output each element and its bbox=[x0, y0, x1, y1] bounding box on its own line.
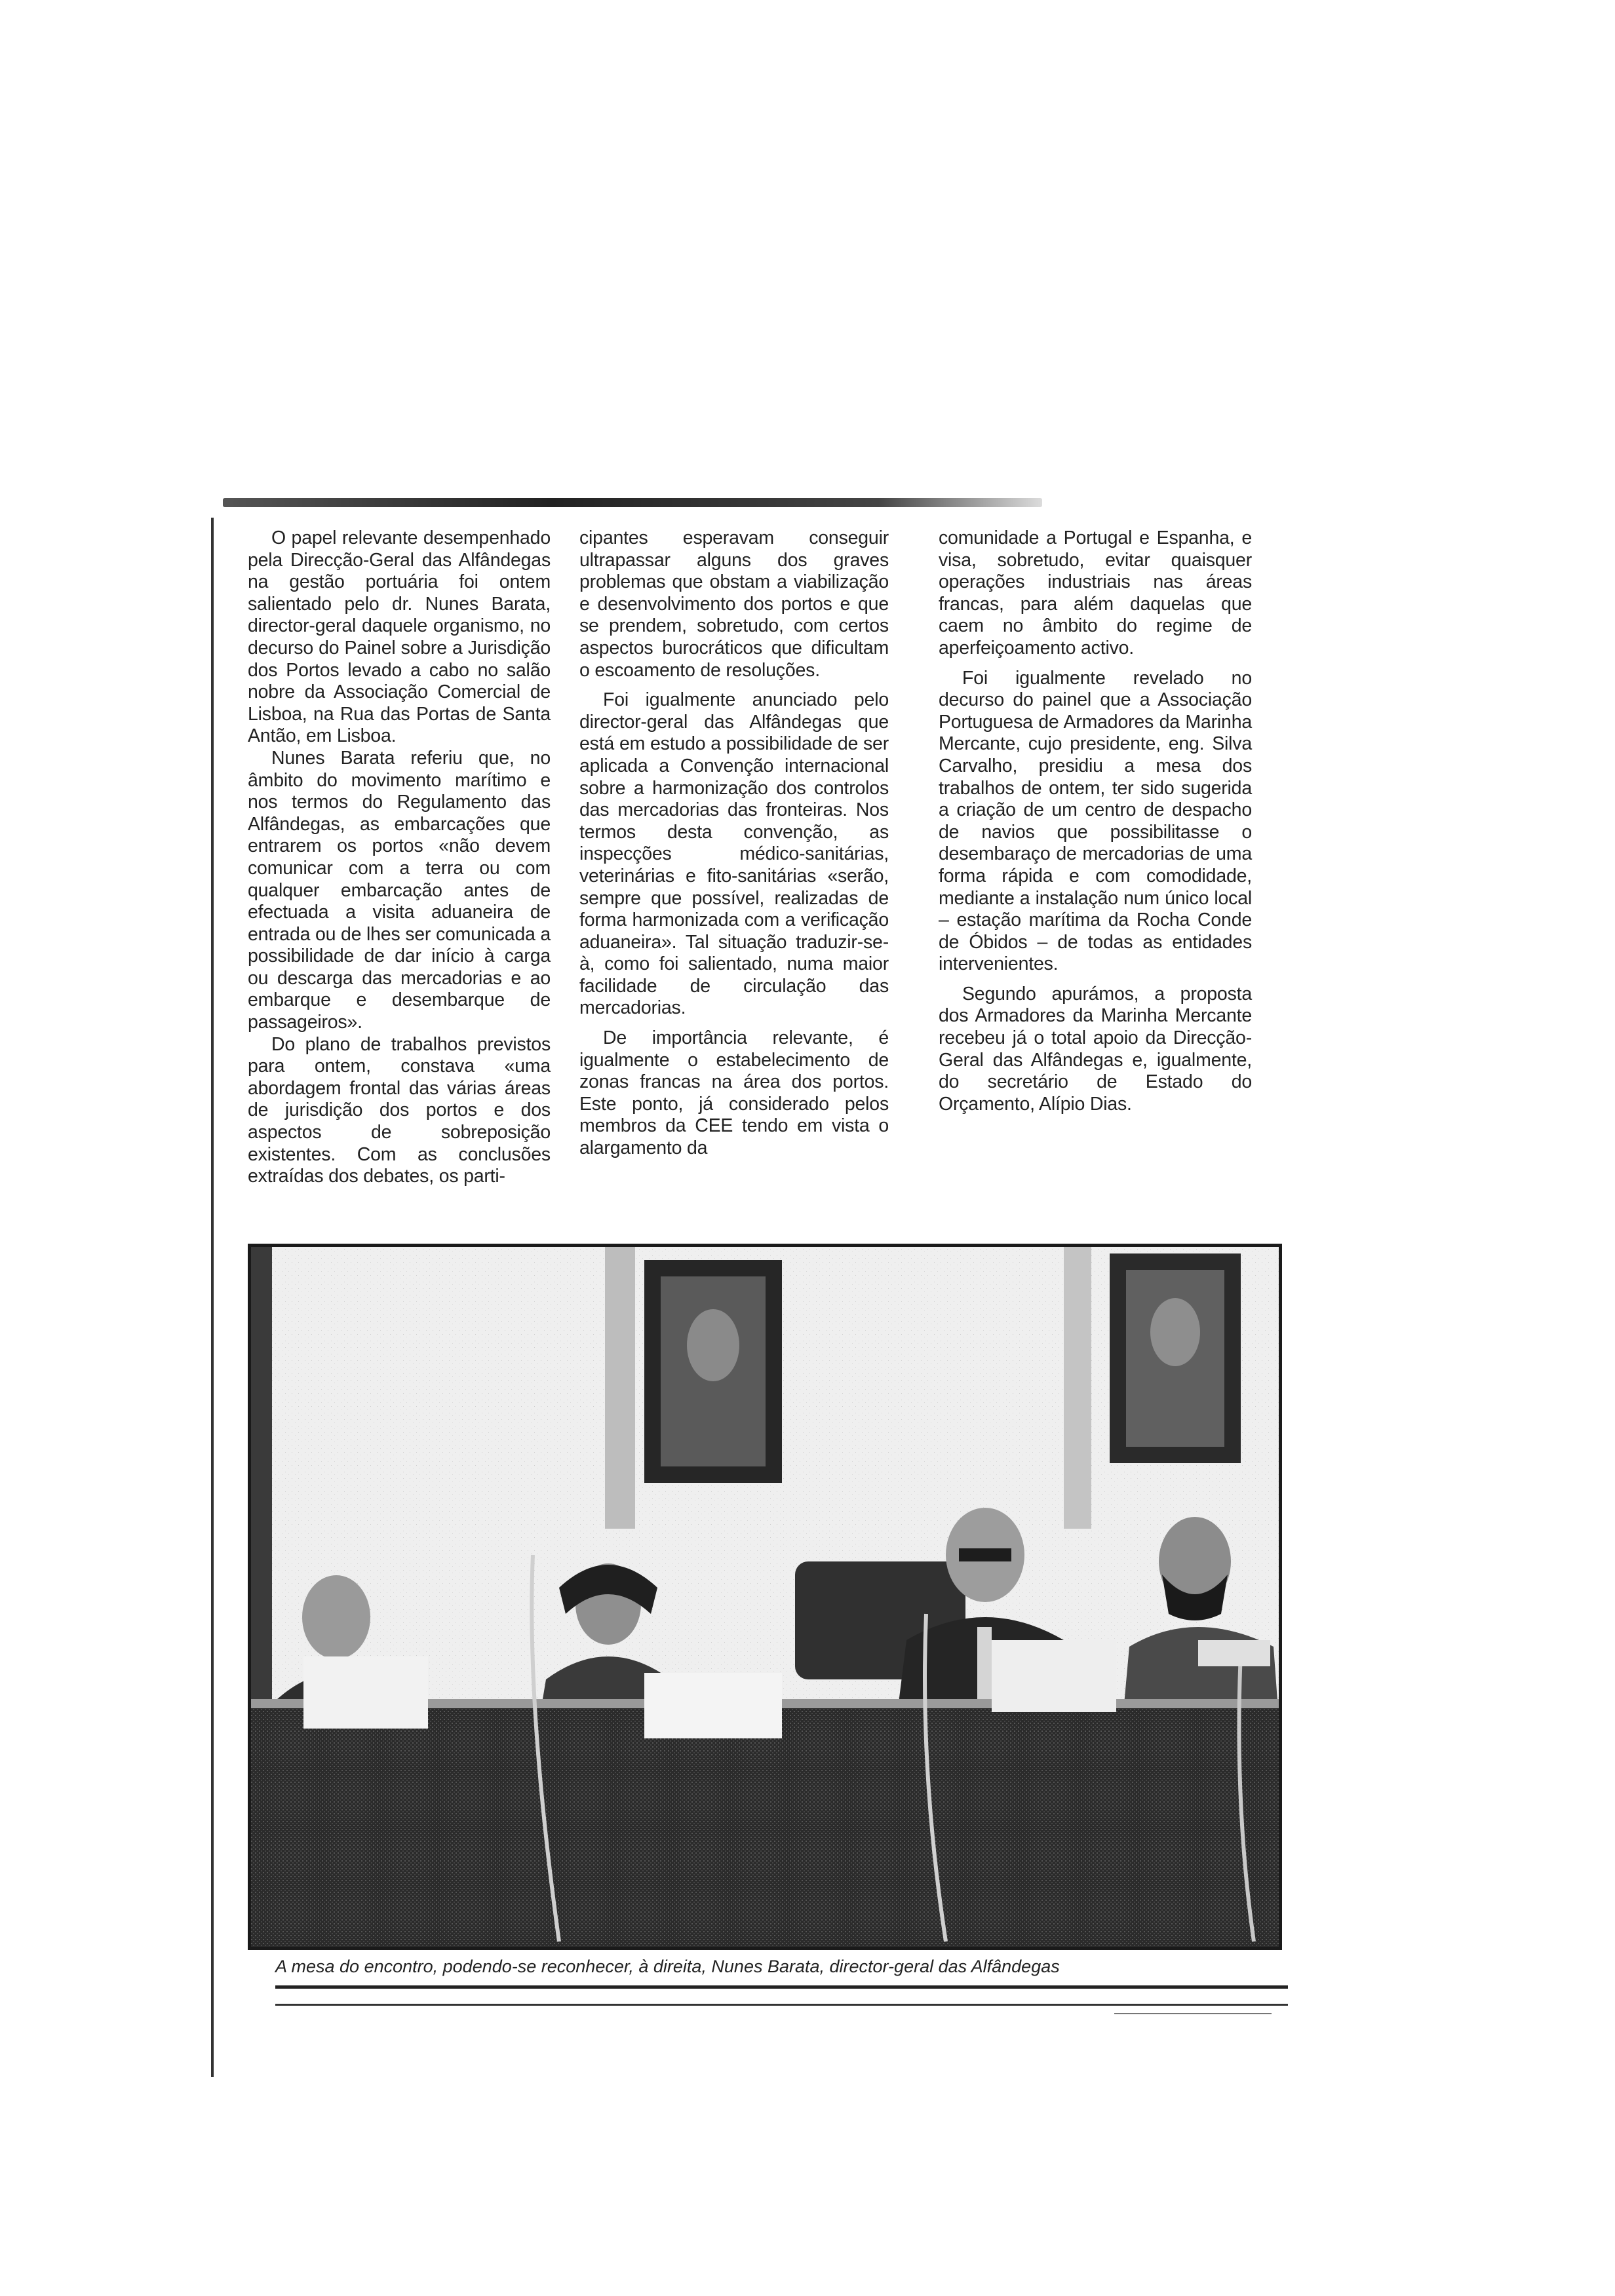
paragraph: Foi igualmente anunciado pelo director-geral das Alfândegas que está em estudo a possibilidade de ser aplicada a Convenção internacional sobre a harmonização dos controlos das mercadorias das fronteiras. Nos termos desta convenção, as inspecções médico-sanitárias, veterinárias e fito-sanitárias «serão, sempre que possível, realizadas de forma harmonizada com a verificação aduaneira». Tal situação traduzir-se-à, como foi salientado, numa maior facilidade de circulação das mercadorias. bbox=[579, 689, 889, 1019]
paragraph: Nunes Barata referiu que, no âmbito do movimento marítimo e nos termos do Regulamento das Alfândegas, as embarcações que entrarem os portos «não devem comunicar com a terra ou com qualquer embarcação antes de efectuada a visita aduaneira de entrada ou de lhes ser comunicada a possibilidade de dar início à carga ou descarga das mercadorias e ao embarque e desembarque de passageiros». bbox=[248, 747, 551, 1033]
conference-table bbox=[251, 1706, 1279, 1947]
bottom-rule-tertiary bbox=[1114, 2013, 1272, 2014]
paragraph: Do plano de trabalhos previstos para ontem, constava «uma abordagem frontal das várias áreas de jurisdição dos portos e dos aspectos de sobreposição existentes. Com as conclusões extraídas dos debates, os parti- bbox=[248, 1033, 551, 1187]
photo-illustration bbox=[251, 1247, 1279, 1947]
paragraph: De importância relevante, é igualmente o estabelecimento de zonas francas na área dos portos. Este ponto, já considerado pelos membros da CEE tendo em vista o alargamento da bbox=[579, 1027, 889, 1159]
bottom-rule bbox=[275, 1985, 1288, 1989]
paragraph: O papel relevante desempenhado pela Direcção-Geral das Alfândegas na gestão portuária foi ontem salientado pelo dr. Nunes Barata, director-geral daquele organismo, no decurso do Painel sobre a Jurisdição dos Portos levado a cabo no salão nobre da Associação Comercial de Lisboa, na Rua das Portas de Santa Antão, em Lisboa. bbox=[248, 527, 551, 747]
clipping-left-border bbox=[211, 518, 214, 2077]
meeting-photo bbox=[248, 1244, 1282, 1950]
article-column-2 bbox=[579, 527, 889, 1160]
top-rule bbox=[223, 498, 1042, 507]
name-card bbox=[303, 1656, 428, 1729]
paragraph: Foi igualmente revelado no decurso do painel que a Associação Portuguesa de Armadores da Marinha Mercante, cujo presidente, eng. Silva Carvalho, presidiu a mesa dos trabalhos de ontem, ter sido sugerida a criação de um centro de despacho de navios que possibilitasse o desembaraço de mercadorias de uma forma rápida e com comodidade, mediante a instalação num único local – estação marítima da Rocha Conde de Óbidos – de todas as entidades intervenientes. bbox=[939, 667, 1252, 975]
paragraph: comunidade a Portugal e Espanha, e visa, sobretudo, evitar quaisquer operações industriais nas áreas francas, para além daquelas que caem no âmbito do regime de aperfeiçoamento activo. bbox=[939, 527, 1252, 659]
article-column-3 bbox=[939, 527, 1252, 1115]
name-card bbox=[992, 1640, 1116, 1712]
paragraph: cipantes esperavam conseguir ultrapassar alguns dos graves problemas que obstam a viabilização e desenvolvimento dos portos e que se prendem, sobretudo, com certos aspectos burocráticos que dificultam o escoamento de resoluções. bbox=[579, 527, 889, 681]
paragraph: Segundo apurámos, a proposta dos Armadores da Marinha Mercante recebeu já o total apoio da Direcção-Geral das Alfândegas e, igualmente, do secretário de Estado do Orçamento, Alípio Dias. bbox=[939, 983, 1252, 1115]
name-card bbox=[644, 1673, 782, 1738]
article-column-1 bbox=[248, 527, 551, 1188]
photo-caption: A mesa do encontro, podendo-se reconhecer, à direita, Nunes Barata, director-geral das Alfândegas bbox=[275, 1957, 1060, 1976]
bottom-rule-secondary bbox=[275, 2004, 1288, 2006]
